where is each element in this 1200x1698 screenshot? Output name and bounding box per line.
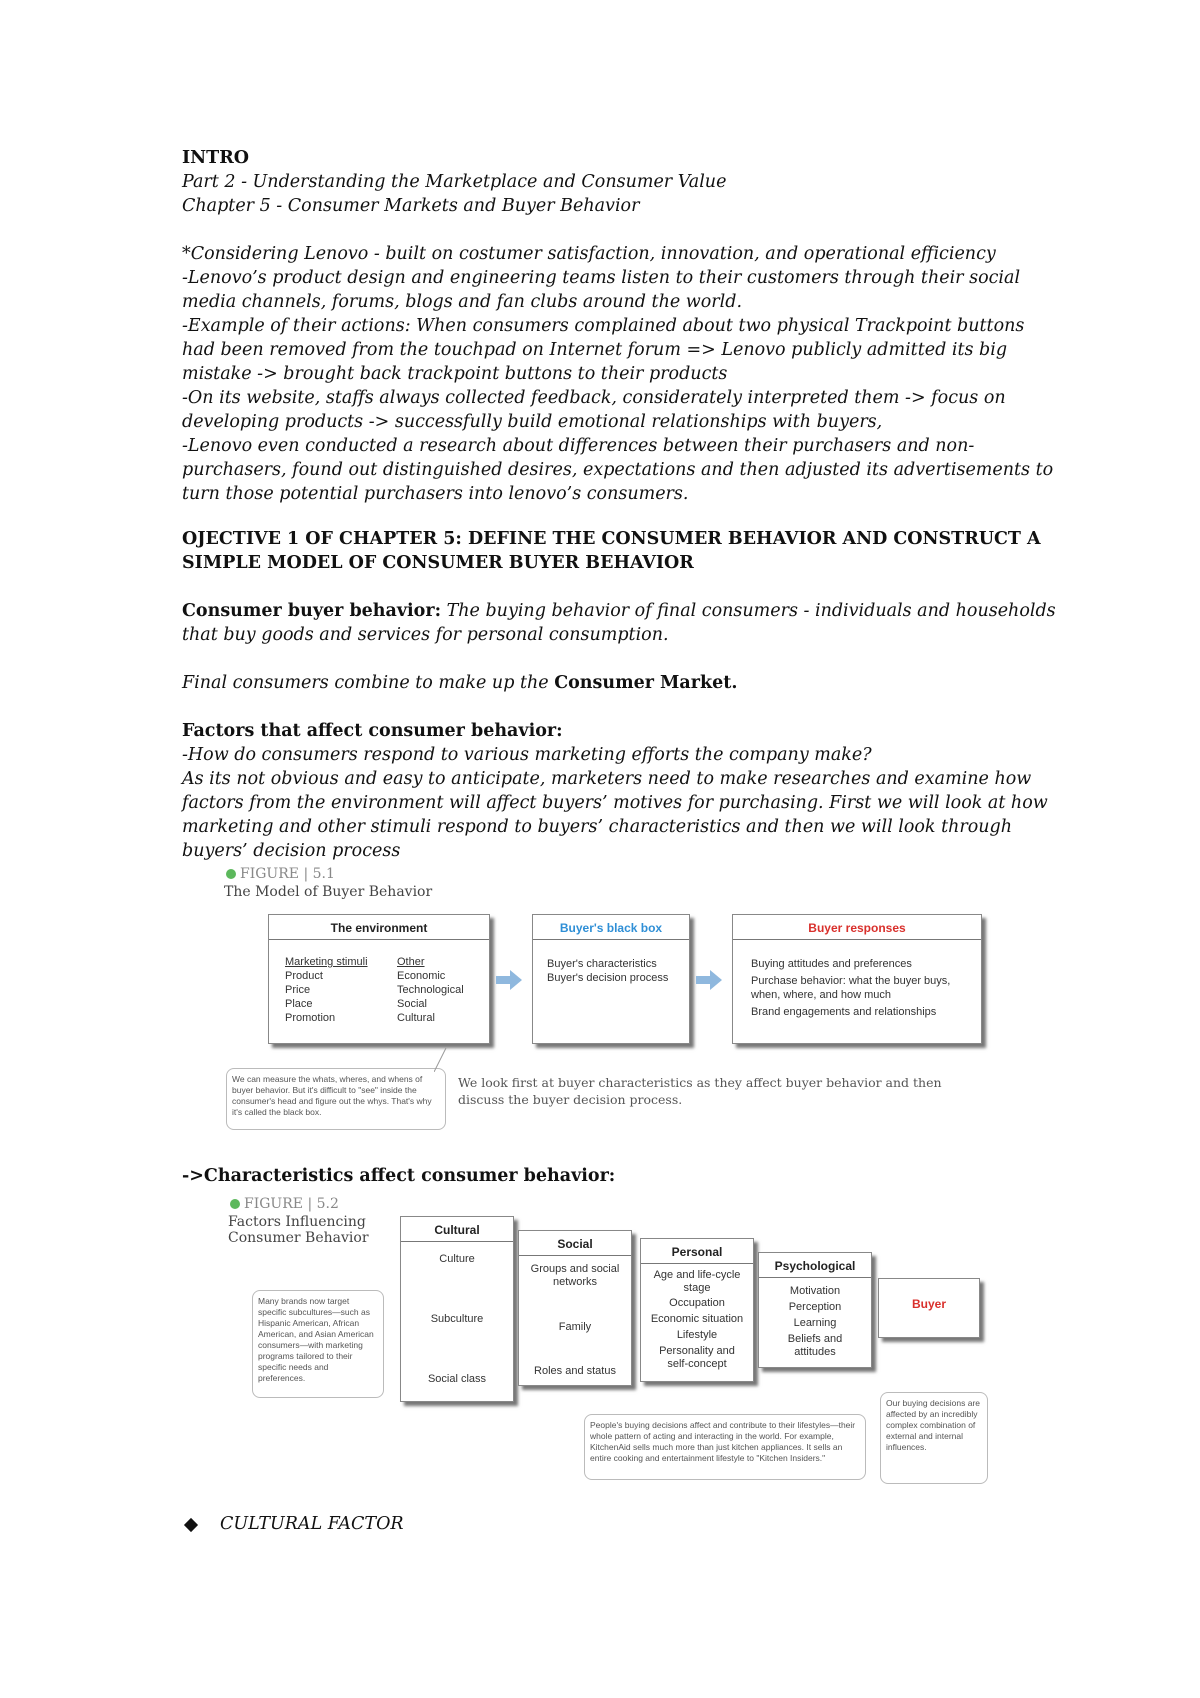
figure-dot-icon [230, 1199, 240, 1209]
figure-5-1-title: The Model of Buyer Behavior [224, 884, 433, 900]
definition-text: The buying behavior of final consumers - individuals and households that buy goods and services for personal consumption. [182, 601, 1056, 645]
figure-dot-icon [226, 869, 236, 879]
list-item: Technological [397, 984, 464, 996]
figure-label: FIGURE [244, 1196, 303, 1212]
other-stimuli-list [397, 955, 487, 1025]
marketing-stimuli-head: Marketing stimuli [285, 956, 368, 968]
buyer-responses-box [732, 914, 982, 1044]
environment-title: The environment [269, 915, 489, 940]
list-item: Perception [788, 1301, 842, 1313]
cultural-factor-line [186, 1512, 1066, 1536]
characteristics-heading: ->Characteristics affect consumer behavior: [182, 1166, 616, 1186]
figure-number: 5.2 [316, 1196, 339, 1212]
lenovo-paragraph: -Lenovo even conducted a research about differences between their purchasers and non-purchasers, found out distinguished desires, expectations and then adjusted its advertisements to turn those potential purchasers into lenovo’s consumers. [182, 436, 1054, 504]
buyer-title: Buyer [911, 1297, 946, 1311]
black-box [532, 914, 690, 1044]
factors-block [182, 719, 1062, 863]
figure-number: 5.1 [312, 866, 335, 882]
objective-heading: OJECTIVE 1 OF CHAPTER 5: DEFINE THE CONSUMER BEHAVIOR AND CONSTRUCT A SIMPLE MODEL OF CONSUMER BUYER BEHAVIOR [182, 529, 1041, 573]
intro-block [182, 146, 1062, 218]
influences-note: Our buying decisions are affected by an incredibly complex combination of external and internal influences. [880, 1392, 988, 1484]
lenovo-block [182, 242, 1062, 506]
diamond-bullet-icon [184, 1517, 198, 1531]
title-line: Factors Influencing [228, 1214, 366, 1230]
figure-5-2-label: FIGURE | 5.2 [230, 1196, 339, 1212]
list-item: Social [397, 998, 427, 1010]
chapter-line: Chapter 5 - Consumer Markets and Buyer Behavior [182, 196, 640, 216]
list-item: Culture [439, 1253, 475, 1265]
list-item: Economic [397, 970, 446, 982]
list-item: Motivation [789, 1285, 841, 1297]
intro-heading: INTRO [182, 148, 249, 168]
list-item: Learning [793, 1317, 837, 1329]
factors-heading: Factors that affect consumer behavior: [182, 721, 563, 741]
list-item: Roles and status [534, 1365, 616, 1377]
list-item: Beliefs and attitudes [787, 1333, 843, 1358]
lifestyle-note: People's buying decisions affect and contribute to their lifestyles—their whole pattern of acting and interacting in the world. For example, KitchenAid sells much more than just kitchen appliances. It sells an entire cooking and entertainment lifestyle to "Kitchen Insiders." [584, 1414, 866, 1480]
list-item: Brand engagements and relationships [751, 1006, 937, 1018]
black-box-note: We can measure the whats, wheres, and whens of buyer behavior. But it's difficult to "see" inside the consumer's head and figure out the whys. That's why it's called the black box. [226, 1068, 446, 1130]
environment-box [268, 914, 490, 1044]
psychological-title: Psychological [759, 1253, 871, 1278]
marketing-stimuli-list [285, 955, 385, 1025]
list-item: Occupation [669, 1297, 725, 1309]
figure-5-1-label: FIGURE | 5.1 [226, 866, 335, 882]
figure-5-1-caption: We look first at buyer characteristics as they affect buyer behavior and then discuss the buyer decision process. [458, 1075, 942, 1107]
list-item: Age and life-cycle stage [653, 1269, 741, 1294]
list-item: Buyer's characteristics [547, 958, 657, 970]
list-item: Buying attitudes and preferences [751, 958, 912, 970]
list-item: Product [285, 970, 323, 982]
lenovo-paragraph: -Example of their actions: When consumers complained about two physical Trackpoint buttons had been removed from the touchpad on Internet forum => Lenovo publicly admitted its big mistake -> brought back trackpoint buttons to their products [182, 316, 1025, 384]
list-item: Price [285, 984, 311, 996]
social-box [518, 1230, 632, 1386]
black-box-list [547, 957, 683, 985]
social-title: Social [519, 1231, 631, 1256]
factors-question: -How do consumers respond to various marketing efforts the company make? [182, 745, 872, 765]
final-consumers-paragraph [182, 671, 1062, 695]
buyer-responses-title: Buyer responses [733, 915, 981, 940]
figure-label: FIGURE [240, 866, 299, 882]
definition-paragraph [182, 599, 1062, 647]
part-line: Part 2 - Understanding the Marketplace and Consumer Value [182, 172, 727, 192]
list-item: Groups and social networks [530, 1263, 620, 1288]
buyer-responses-list [751, 957, 973, 1019]
psychological-box [758, 1252, 872, 1368]
black-box-title: Buyer's black box [533, 915, 689, 940]
arrow-right-icon [696, 970, 722, 990]
list-item: Subculture [430, 1313, 484, 1325]
list-item: Family [558, 1321, 592, 1333]
list-item: Buyer's decision process [547, 972, 669, 984]
personal-title: Personal [641, 1239, 753, 1264]
factors-body: As its not obvious and easy to anticipate, marketers need to make researches and examine how factors from the environment will affect buyers’ motives for purchasing. First we will look at how marketing and other stimuli respond to buyers’ characteristics and then we will look through buyers’ decision process [182, 769, 1048, 861]
list-item: Purchase behavior: what the buyer buys, when, where, and how much [751, 975, 951, 1001]
figure-5-2-title [228, 1214, 369, 1246]
definition-term: Consumer buyer behavior: [182, 601, 442, 621]
list-item: Lifestyle [676, 1329, 718, 1341]
buyer-box [878, 1278, 980, 1338]
final-text: Final consumers combine to make up the [182, 673, 555, 693]
arrow-right-icon [496, 970, 522, 990]
other-stimuli-head: Other [397, 956, 425, 968]
list-item: Social class [427, 1373, 487, 1385]
list-item: Cultural [397, 1012, 435, 1024]
list-item: Economic situation [650, 1313, 744, 1325]
lenovo-paragraph: *Considering Lenovo - built on costumer satisfaction, innovation, and operational efficiency [182, 244, 996, 264]
subculture-note: Many brands now target specific subcultures—such as Hispanic American, African American, and Asian American consumers—with marketing programs tailored to their specific needs and preferences. [252, 1290, 384, 1398]
title-line: Consumer Behavior [228, 1230, 369, 1246]
cultural-box [400, 1216, 514, 1402]
cultural-title: Cultural [401, 1217, 513, 1242]
personal-box [640, 1238, 754, 1382]
callout-line [434, 1046, 448, 1072]
list-item: Promotion [285, 1012, 336, 1024]
list-item: Place [285, 998, 313, 1010]
final-term: Consumer Market. [554, 673, 738, 693]
lenovo-paragraph: -Lenovo’s product design and engineering teams listen to their customers through their social media channels, forums, blogs and fan clubs around the world. [182, 268, 1021, 312]
cultural-factor-heading: CULTURAL FACTOR [220, 1514, 404, 1534]
list-item: Personality and self-concept [659, 1345, 735, 1370]
lenovo-paragraph: -On its website, staffs always collected feedback, considerately interpreted them -> focus on developing products -> successfully build emotional relationships with buyers, [182, 388, 1006, 432]
